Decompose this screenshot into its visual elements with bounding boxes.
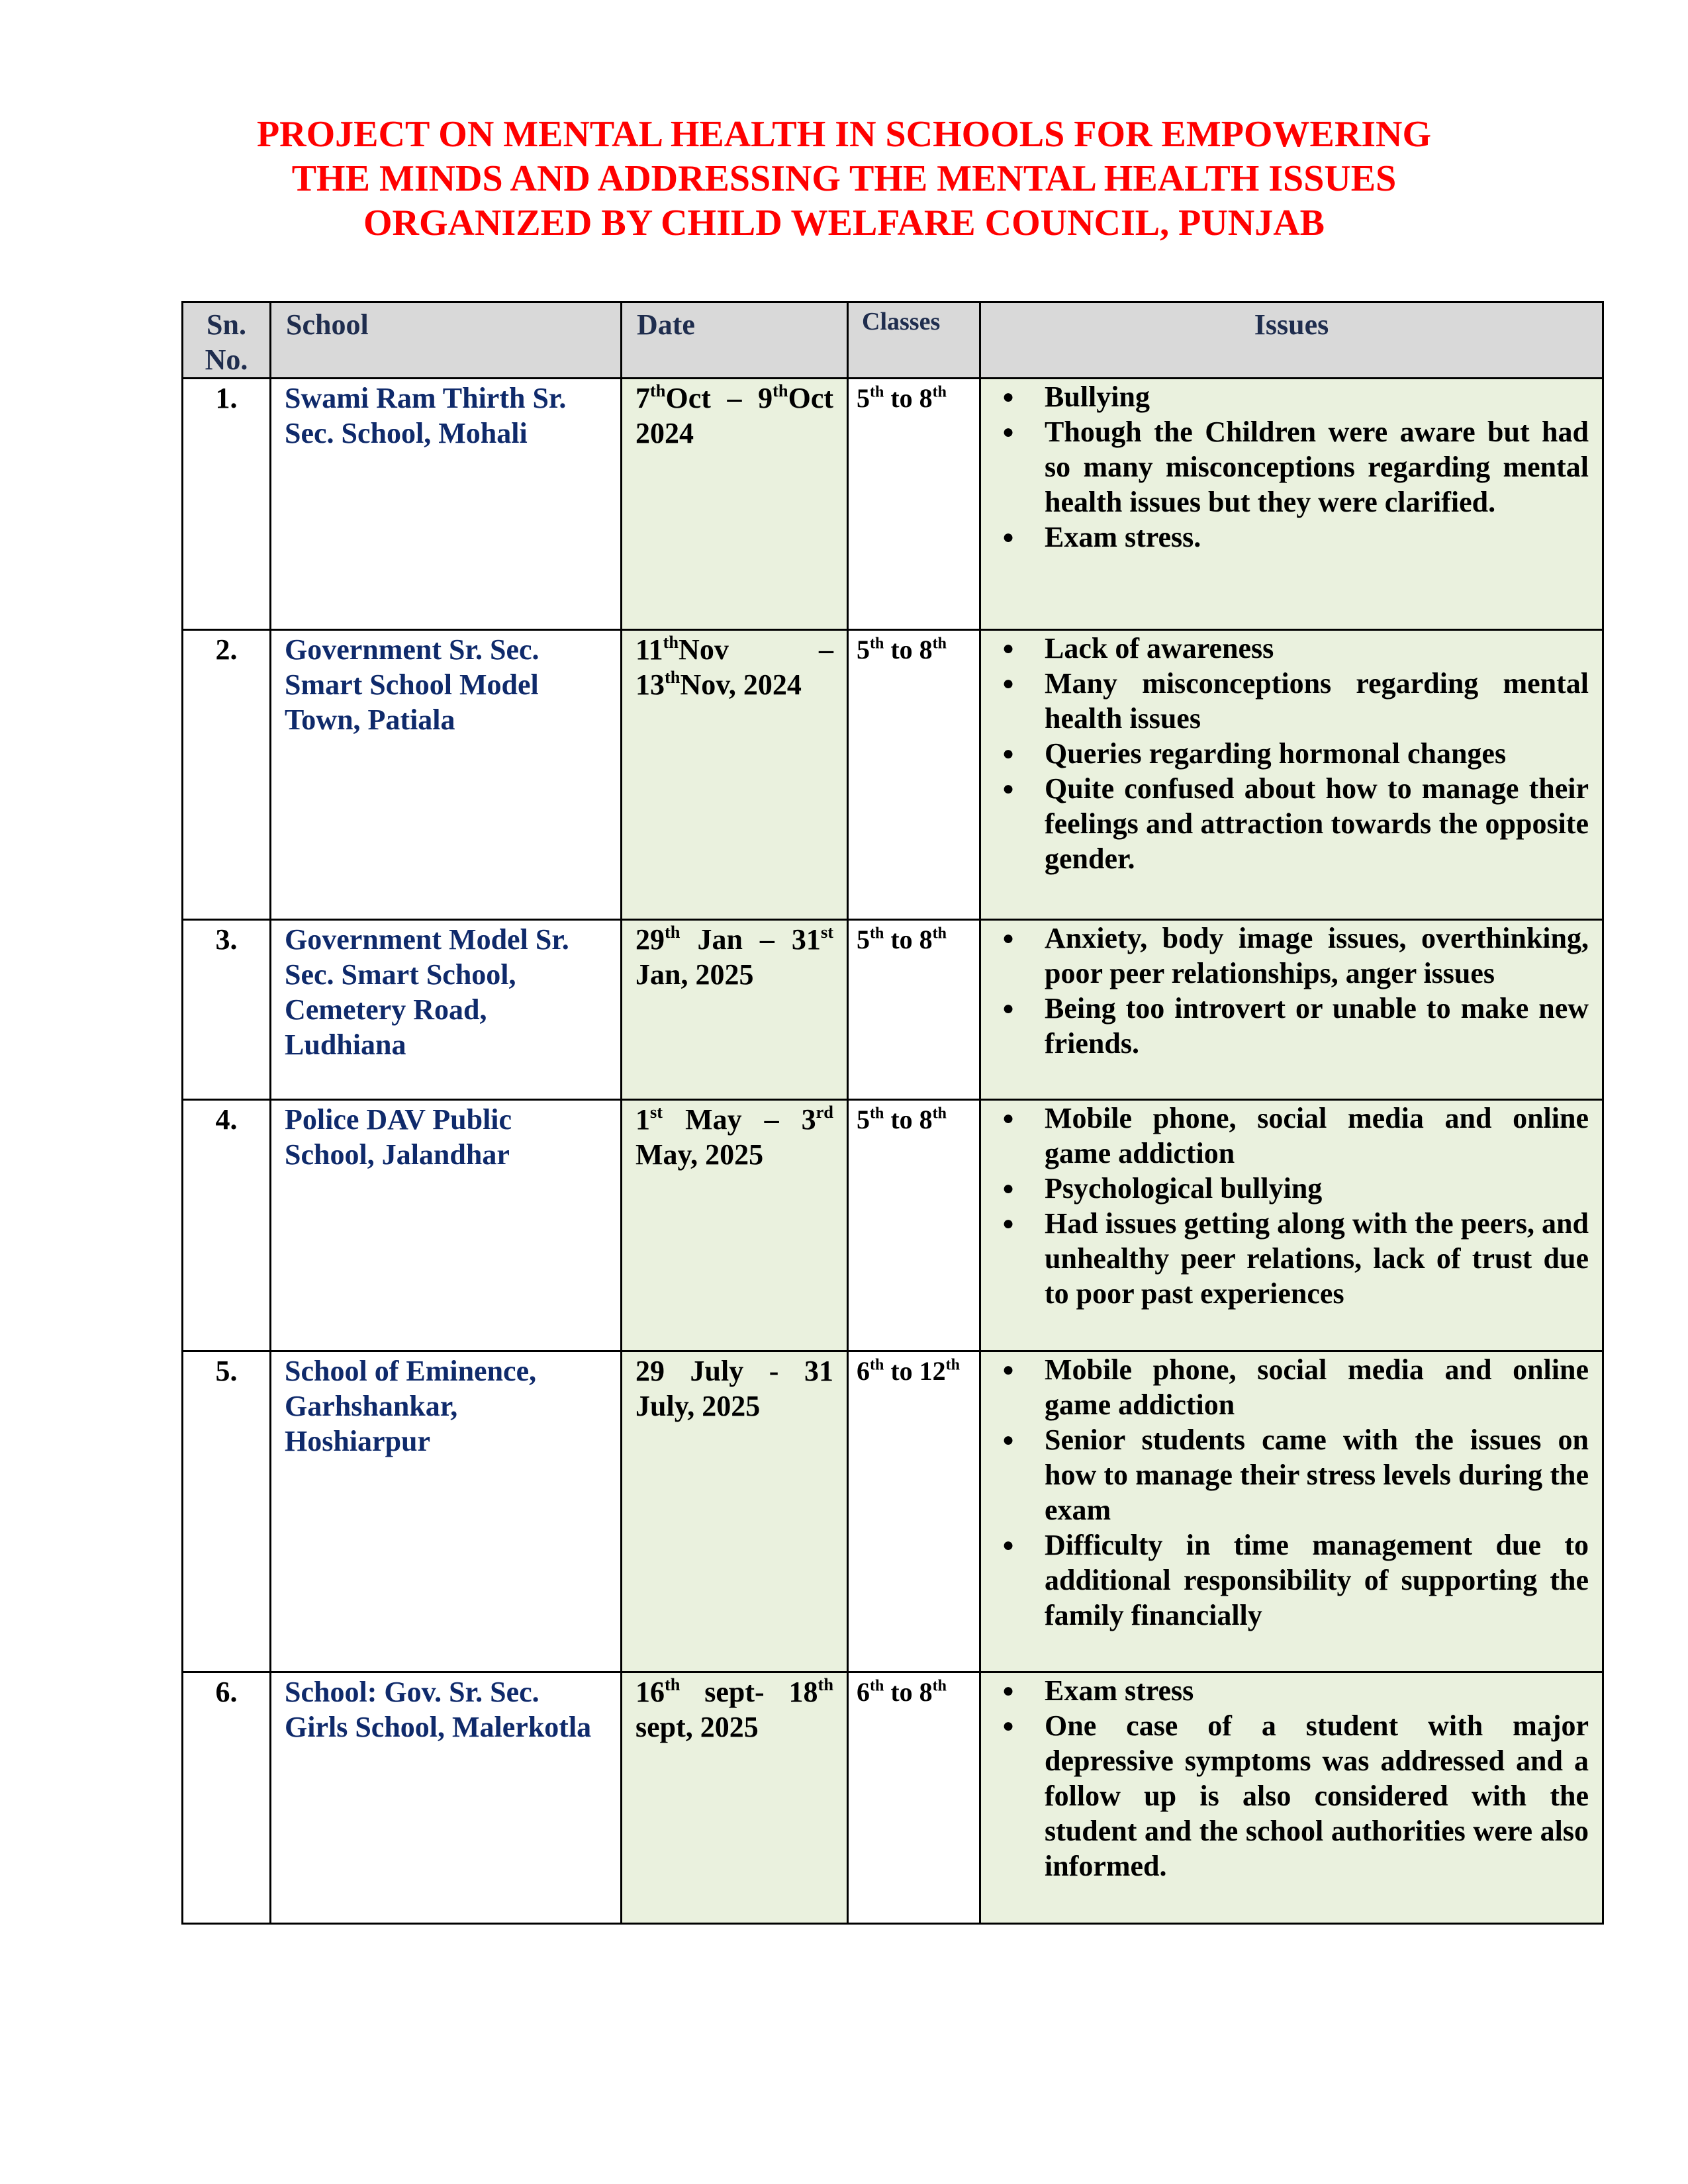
school-name: Government Sr. Sec. Smart School Model Town, Patiala: [285, 633, 539, 736]
table-row: [183, 920, 1603, 1100]
cell-issues: [980, 1100, 1603, 1351]
cell-school: [271, 1100, 622, 1351]
ordinal-suffix: th: [818, 1674, 833, 1694]
text-segment: Nov – 13: [635, 633, 833, 701]
table-row: [183, 630, 1603, 920]
title-line-3: ORGANIZED BY CHILD WELFARE COUNCIL, PUNJAB: [363, 203, 1325, 244]
cell-issues: [980, 1351, 1603, 1672]
cell-issues: [980, 630, 1603, 920]
cell-school: [271, 630, 622, 920]
table-row: [183, 1351, 1603, 1672]
serial-number: 6.: [215, 1676, 238, 1708]
issues-list: [981, 379, 1602, 555]
cell-date: [622, 1100, 848, 1351]
document-title: [0, 113, 1688, 246]
ordinal-suffix: rd: [816, 1101, 833, 1122]
date-range: [622, 1673, 847, 1745]
table-row: [183, 1672, 1603, 1924]
cell-date: [622, 1672, 848, 1924]
ordinal-suffix: th: [665, 921, 680, 942]
text-segment: 16: [635, 1676, 665, 1708]
ordinal-suffix: th: [663, 631, 679, 652]
bullet-icon: ●: [1002, 1359, 1015, 1381]
text-segment: to 8: [884, 925, 933, 954]
issue-text: Quite confused about how to manage their feelings and attraction towards the opposite gender.: [1045, 772, 1589, 875]
bullet-icon: ●: [1002, 778, 1015, 799]
issue-item: [1002, 520, 1589, 555]
class-range: [849, 1352, 979, 1388]
issue-text: Had issues getting along with the peers, and unhealthy peer relations, lack of trust due to poor past experiences: [1045, 1207, 1589, 1310]
text-segment: 6: [857, 1356, 870, 1386]
bullet-icon: ●: [1002, 927, 1015, 949]
issue-text: One case of a student with major depressive symptoms was addressed and a follow up is also considered with the student and the school authorities were also informed.: [1045, 1709, 1589, 1882]
bullet-icon: ●: [1002, 421, 1015, 443]
table-header-row: [183, 302, 1603, 379]
issues-list: [981, 1673, 1602, 1884]
title-line-1: PROJECT ON MENTAL HEALTH IN SCHOOLS FOR EMPOWERING: [256, 114, 1432, 155]
class-range: [849, 921, 979, 957]
bullet-icon: ●: [1002, 1534, 1015, 1556]
cell-date: [622, 630, 848, 920]
text-segment: 7: [635, 382, 650, 414]
bullet-icon: ●: [1002, 1429, 1015, 1451]
ordinal-suffix: th: [932, 925, 947, 942]
cell-sn: [183, 1672, 271, 1924]
serial-number: 2.: [215, 633, 238, 666]
issues-list: [981, 631, 1602, 876]
issue-text: Queries regarding hormonal changes: [1045, 737, 1507, 770]
header-classes: Classes: [848, 302, 980, 379]
school-name: Government Model Sr. Sec. Smart School, Cemetery Road, Ludhiana: [285, 923, 569, 1061]
issue-item: [1002, 414, 1589, 520]
issue-text: Mobile phone, social media and online game addiction: [1045, 1353, 1589, 1421]
date-range: [622, 631, 847, 702]
class-range: [849, 1101, 979, 1137]
header-date: Date: [622, 302, 848, 379]
bullet-icon: ●: [1002, 997, 1015, 1019]
ordinal-suffix: th: [665, 666, 680, 687]
cell-classes: [848, 1351, 980, 1672]
bullet-icon: ●: [1002, 1107, 1015, 1129]
text-segment: Nov, 2024: [680, 668, 802, 701]
issue-item: [1002, 631, 1589, 666]
bullet-icon: ●: [1002, 1715, 1015, 1737]
class-range: [849, 631, 979, 667]
ordinal-suffix: st: [820, 921, 833, 942]
serial-number: 5.: [215, 1355, 238, 1387]
school-issues-table: [181, 301, 1604, 1925]
text-segment: 5: [857, 635, 870, 664]
ordinal-suffix: th: [650, 380, 666, 400]
bullet-icon: ●: [1002, 526, 1015, 548]
issues-list: [981, 1352, 1602, 1633]
ordinal-suffix: th: [932, 635, 947, 653]
cell-sn: [183, 630, 271, 920]
date-range: [622, 1352, 847, 1424]
table-body: [183, 379, 1603, 1924]
ordinal-suffix: th: [870, 635, 884, 653]
issue-item: [1002, 1422, 1589, 1527]
text-segment: Jan, 2025: [635, 958, 754, 991]
text-segment: May – 3: [663, 1103, 816, 1136]
class-range: [849, 1673, 979, 1709]
text-segment: 6: [857, 1677, 870, 1707]
text-segment: 1: [635, 1103, 650, 1136]
cell-school: [271, 1351, 622, 1672]
ordinal-suffix: th: [932, 383, 947, 401]
cell-sn: [183, 920, 271, 1100]
issue-item: [1002, 921, 1589, 991]
text-segment: to 8: [884, 1105, 933, 1134]
issue-text: Being too introvert or unable to make new friends.: [1045, 992, 1589, 1060]
ordinal-suffix: th: [945, 1356, 961, 1374]
cell-school: [271, 1672, 622, 1924]
header-sn: Sn. No.: [183, 302, 271, 379]
issue-text: Difficulty in time management due to additional responsibility of supporting the family financially: [1045, 1529, 1589, 1631]
cell-date: [622, 379, 848, 630]
bullet-icon: ●: [1002, 672, 1015, 694]
cell-issues: [980, 1672, 1603, 1924]
issue-item: [1002, 666, 1589, 736]
ordinal-suffix: th: [932, 1105, 947, 1122]
text-segment: to 8: [884, 1677, 933, 1707]
issue-text: Exam stress: [1045, 1674, 1194, 1707]
title-line-2: THE MINDS AND ADDRESSING THE MENTAL HEALTH ISSUES: [291, 158, 1397, 199]
school-name: School of Eminence, Garhshankar, Hoshiarpur: [285, 1355, 537, 1457]
date-range: [622, 379, 847, 451]
bullet-icon: ●: [1002, 1177, 1015, 1199]
text-segment: May, 2025: [635, 1138, 764, 1171]
school-name: School: Gov. Sr. Sec. Girls School, Malerkotla: [285, 1676, 592, 1743]
text-segment: to 8: [884, 383, 933, 413]
text-segment: Oct 2024: [635, 382, 833, 449]
cell-school: [271, 920, 622, 1100]
cell-classes: [848, 379, 980, 630]
text-segment: sept- 18: [680, 1676, 818, 1708]
date-range: [622, 1101, 847, 1172]
ordinal-suffix: th: [870, 1356, 884, 1374]
serial-number: 3.: [215, 923, 238, 956]
text-segment: 29: [635, 923, 665, 956]
cell-issues: [980, 379, 1603, 630]
issue-item: [1002, 771, 1589, 876]
issue-text: Though the Children were aware but had so many misconceptions regarding mental health issues but they were clarified.: [1045, 416, 1589, 518]
text-segment: 29 July - 31 July, 2025: [635, 1355, 833, 1422]
issue-item: [1002, 1673, 1589, 1708]
school-name: Police DAV Public School, Jalandhar: [285, 1103, 512, 1171]
text-segment: sept, 2025: [635, 1711, 759, 1743]
text-segment: 5: [857, 925, 870, 954]
text-segment: to 8: [884, 635, 933, 664]
ordinal-suffix: th: [932, 1677, 947, 1695]
table-row: [183, 379, 1603, 630]
issue-item: [1002, 1101, 1589, 1171]
text-segment: 5: [857, 383, 870, 413]
issue-text: Exam stress.: [1045, 521, 1201, 553]
issue-item: [1002, 1352, 1589, 1422]
cell-date: [622, 1351, 848, 1672]
issue-text: Anxiety, body image issues, overthinking, poor peer relationships, anger issues: [1045, 922, 1589, 989]
bullet-icon: ●: [1002, 637, 1015, 659]
text-segment: 5: [857, 1105, 870, 1134]
header-school: School: [271, 302, 622, 379]
cell-classes: [848, 1672, 980, 1924]
serial-number: 4.: [215, 1103, 238, 1136]
text-segment: 11: [635, 633, 663, 666]
issue-text: Psychological bullying: [1045, 1172, 1323, 1205]
serial-number: 1.: [215, 382, 238, 414]
cell-sn: [183, 1100, 271, 1351]
issues-list: [981, 921, 1602, 1061]
date-range: [622, 921, 847, 992]
issue-text: Many misconceptions regarding mental health issues: [1045, 667, 1589, 735]
text-segment: Oct – 9: [665, 382, 773, 414]
ordinal-suffix: th: [870, 1105, 884, 1122]
issue-item: [1002, 1708, 1589, 1884]
bullet-icon: ●: [1002, 386, 1015, 408]
issue-item: [1002, 379, 1589, 414]
issue-text: Lack of awareness: [1045, 632, 1274, 664]
cell-classes: [848, 1100, 980, 1351]
ordinal-suffix: th: [870, 925, 884, 942]
cell-sn: [183, 1351, 271, 1672]
issues-list: [981, 1101, 1602, 1311]
bullet-icon: ●: [1002, 1680, 1015, 1702]
ordinal-suffix: st: [650, 1101, 663, 1122]
cell-issues: [980, 920, 1603, 1100]
issue-item: [1002, 991, 1589, 1061]
issue-text: Bullying: [1045, 381, 1150, 413]
ordinal-suffix: th: [870, 1677, 884, 1695]
issue-item: [1002, 1206, 1589, 1311]
issue-item: [1002, 736, 1589, 771]
header-issues: Issues: [980, 302, 1603, 379]
cell-classes: [848, 920, 980, 1100]
bullet-icon: ●: [1002, 1212, 1015, 1234]
ordinal-suffix: th: [870, 383, 884, 401]
ordinal-suffix: th: [665, 1674, 680, 1694]
ordinal-suffix: th: [773, 380, 788, 400]
issue-item: [1002, 1527, 1589, 1633]
issue-text: Mobile phone, social media and online game addiction: [1045, 1102, 1589, 1169]
text-segment: to 12: [884, 1356, 946, 1386]
text-segment: Jan – 31: [680, 923, 821, 956]
cell-sn: [183, 379, 271, 630]
school-name: Swami Ram Thirth Sr. Sec. School, Mohali: [285, 382, 567, 449]
table-row: [183, 1100, 1603, 1351]
issue-item: [1002, 1171, 1589, 1206]
issue-text: Senior students came with the issues on how to manage their stress levels during the exam: [1045, 1424, 1589, 1526]
cell-school: [271, 379, 622, 630]
cell-date: [622, 920, 848, 1100]
class-range: [849, 379, 979, 416]
cell-classes: [848, 630, 980, 920]
bullet-icon: ●: [1002, 743, 1015, 764]
